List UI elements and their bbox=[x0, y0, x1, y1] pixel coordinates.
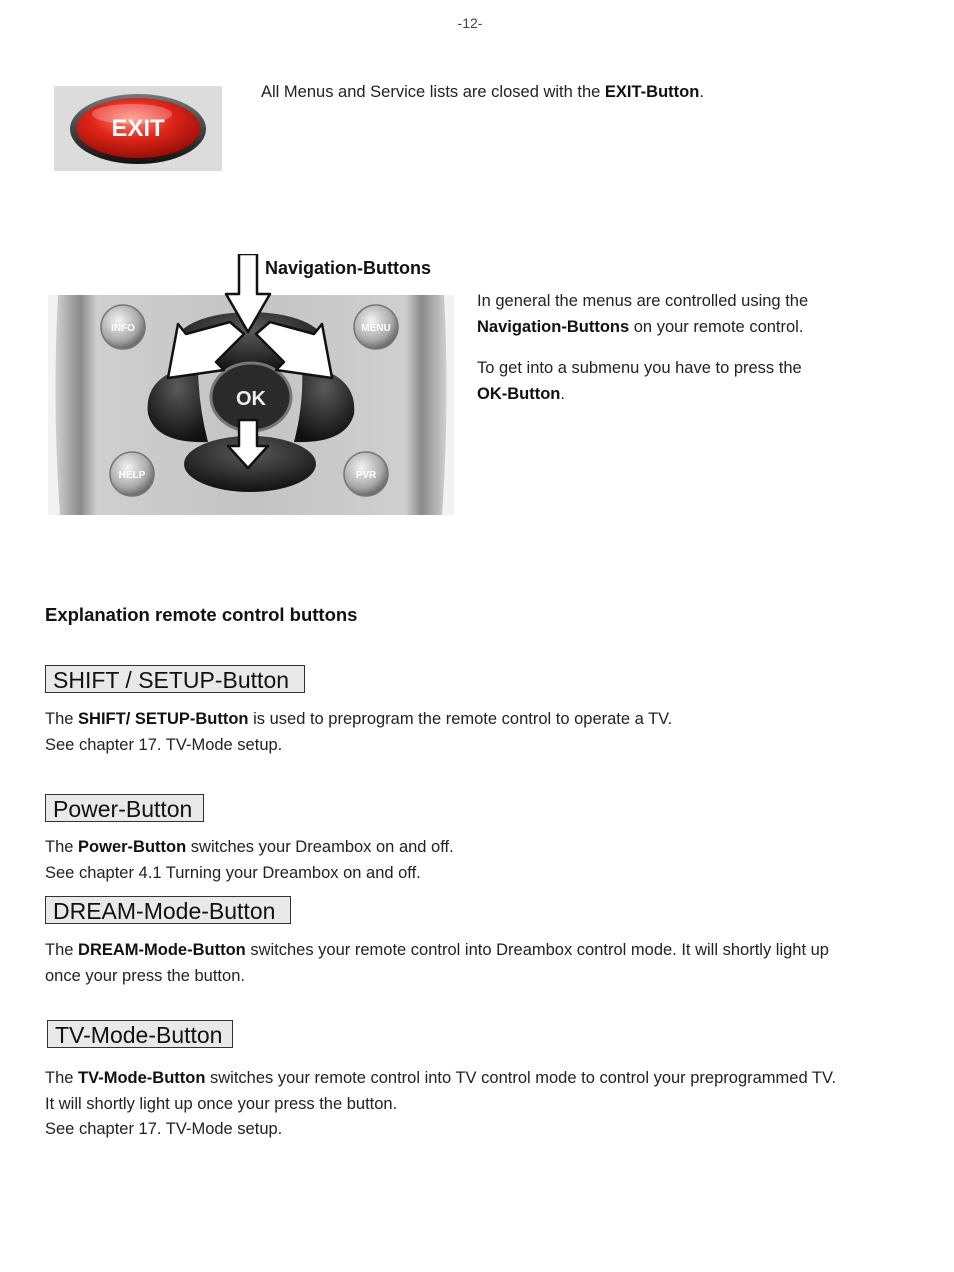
tv-mode-heading: TV-Mode-Button bbox=[47, 1020, 233, 1048]
exit-button-image bbox=[54, 86, 222, 171]
power-heading: Power-Button bbox=[45, 794, 204, 822]
pvr-label: PVR bbox=[355, 470, 377, 481]
navigation-description: In general the menus are controlled using the Navigation-Buttons on your remote control. bbox=[477, 292, 809, 336]
info-label: INFO bbox=[111, 323, 135, 334]
ok-label: OK bbox=[236, 388, 266, 410]
menu-label: MENU bbox=[361, 323, 391, 334]
tv-mode-description: The TV-Mode-Button switches your remote control into TV control mode to control your preprogrammed TV. It will shortly light up once your press the button. See chapter 17. TV-Mode setup. bbox=[45, 1069, 837, 1138]
navigation-caption: Navigation-Buttons bbox=[265, 258, 431, 278]
ok-description: To get into a submenu you have to press the OK-Button. bbox=[477, 359, 802, 403]
dream-mode-description: The DREAM-Mode-Button switches your remote control into Dreambox control mode. It will shortly light up once your press the button. bbox=[45, 941, 829, 985]
page-number: -12- bbox=[457, 15, 483, 31]
exit-description: All Menus and Service lists are closed with the EXIT-Button. bbox=[261, 83, 704, 101]
dream-mode-heading: DREAM-Mode-Button bbox=[45, 896, 291, 924]
explanation-heading: Explanation remote control buttons bbox=[45, 604, 358, 625]
remote-navigation-image bbox=[48, 254, 454, 515]
help-label: HELP bbox=[118, 470, 146, 481]
shift-setup-description: The SHIFT/ SETUP-Button is used to preprogram the remote control to operate a TV. See chapter 17. TV-Mode setup. bbox=[45, 710, 673, 754]
shift-setup-heading: SHIFT / SETUP-Button bbox=[45, 665, 305, 693]
exit-button-label: EXIT bbox=[111, 115, 165, 142]
power-description: The Power-Button switches your Dreambox on and off. See chapter 4.1 Turning your Dreambox on and off. bbox=[45, 838, 454, 882]
